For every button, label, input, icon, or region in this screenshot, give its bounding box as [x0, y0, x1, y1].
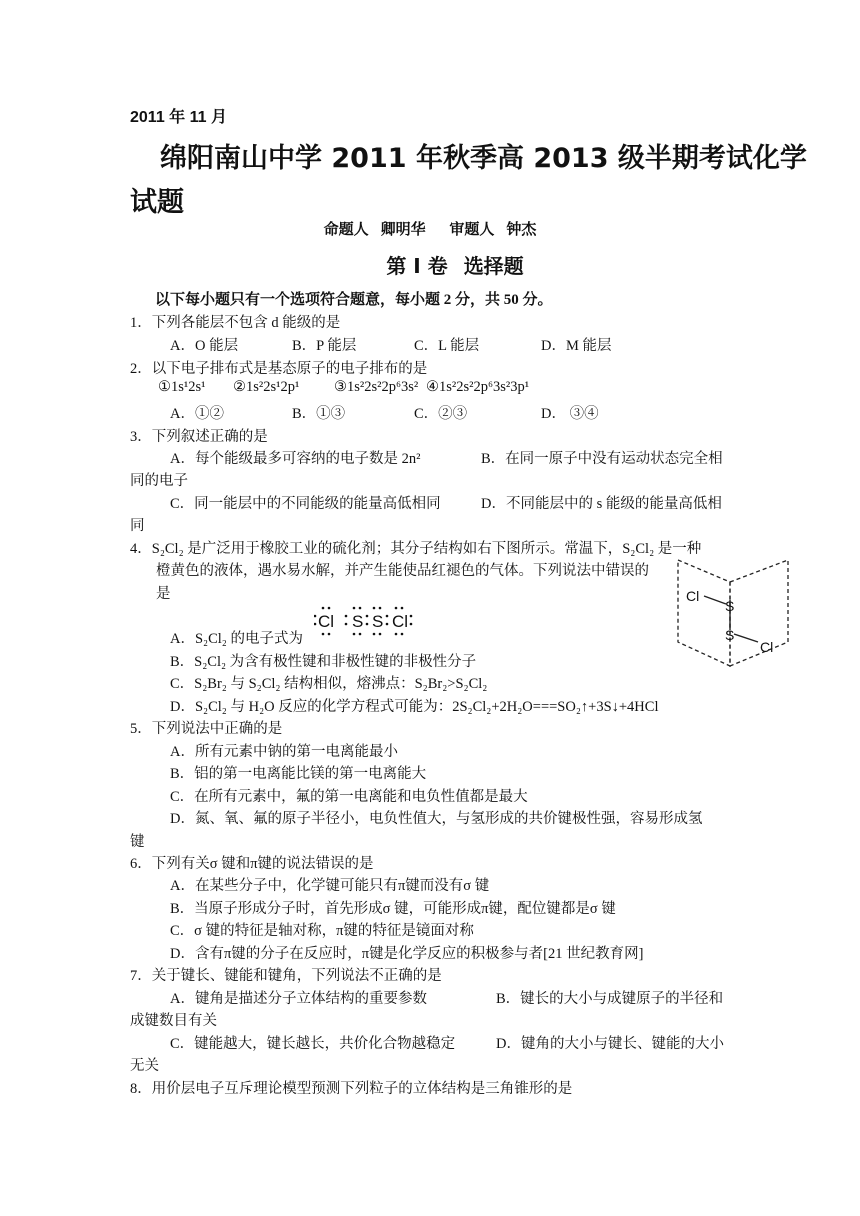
q1-option-a: A．O 能层 [170, 338, 239, 354]
q4-option-b: B．S₂Cl₂ 为含有极性键和非极性键的非极性分子 [170, 654, 477, 670]
q2-config-1: ①1s¹2s¹ [158, 379, 206, 395]
section-name: 选择题 [463, 254, 524, 278]
q7-option-d: D．键角的大小与键长、键能的大小 [496, 1036, 724, 1052]
q5-option-d: D．氮、氧、氟的原子半径小，电负性值大，与氢形成的共价键极性强，容易形成氢 [170, 811, 703, 827]
q7-option-b: B．键长的大小与成键原子的半径和 [496, 991, 724, 1007]
q1-option-b: B．P 能层 [292, 338, 357, 354]
q3-option-d-cont: 同 [130, 518, 145, 534]
question-4-stem-end: 是 [156, 586, 171, 602]
question-4-stem: 4．S₂Cl₂ 是广泛用于橡胶工业的硫化剂；其分子结构如右下图所示。常温下，S₂Cl₂ 是一种 [130, 541, 702, 557]
q2-config-3: ③1s²2s²2p⁶3s² [334, 379, 419, 395]
q6-option-c: C．σ 键的特征是轴对称，π键的特征是镜面对称 [170, 923, 474, 939]
q5-option-c: C．在所有元素中，氟的第一电离能和电负性值都是最大 [170, 789, 528, 805]
question-7-stem: 7．关于键长、键能和键角，下列说法不正确的是 [130, 968, 442, 984]
q6-option-d: D．含有π键的分子在反应时，π键是化学反应的积极参与者[21 世纪教育网] [170, 946, 644, 962]
question-1-stem: 1．下列各能层不包含 d 能级的是 [130, 315, 341, 331]
q2-option-d: D． ③④ [541, 406, 599, 422]
q3-option-b: B．在同一原子中没有运动状态完全相 [481, 451, 723, 467]
fig-atom-s-1: S [725, 598, 735, 614]
section-heading [0, 250, 860, 279]
s2cl2-structure-figure [674, 556, 792, 668]
reviewer-label: 审题人 [449, 222, 495, 238]
exam-title-line2: 试题 [130, 187, 184, 218]
question-6-stem: 6．下列有关σ 键和π键的说法错误的是 [130, 856, 374, 872]
q6-option-a: A．在某些分子中，化学键可能只有π键而没有σ 键 [170, 878, 490, 894]
question-2-stem: 2．以下电子排布式是基态原子的电子排布的是 [130, 361, 428, 377]
reviewer-name: 钟杰 [506, 222, 537, 238]
section-number: 第 I 卷 [386, 254, 448, 278]
q2-config-4: ④1s²2s²2p⁶3s²3p¹ [426, 379, 530, 395]
q5-option-d-cont: 键 [130, 834, 145, 850]
q5-option-a: A．所有元素中钠的第一电离能最小 [170, 744, 398, 760]
q3-option-d: D．不同能层中的 s 能级的能量高低相 [481, 496, 722, 512]
ed-atom-cl-1: Cl [318, 612, 335, 631]
author-line [0, 218, 860, 239]
ed-atom-cl-2: Cl [392, 612, 409, 631]
ed-atom-s-2: S [372, 612, 384, 631]
question-3-stem: 3．下列叙述正确的是 [130, 429, 268, 445]
fig-atom-cl-1: Cl [686, 588, 700, 604]
question-5-stem: 5．下列说法中正确的是 [130, 721, 283, 737]
fig-atom-cl-2: Cl [760, 639, 774, 655]
q2-option-c: C．②③ [414, 406, 468, 422]
q6-option-b: B．当原子形成分子时，首先形成σ 键，可能形成π键，配位键都是σ 键 [170, 901, 616, 917]
ed-atom-s-1: S [352, 612, 364, 631]
q4-option-a: A．S₂Cl₂ 的电子式为 [170, 631, 303, 647]
q7-option-d-cont: 无关 [130, 1058, 159, 1074]
q3-option-b-cont: 同的电子 [130, 473, 188, 489]
author-label: 命题人 [323, 222, 369, 238]
q1-option-c: C．L 能层 [414, 338, 480, 354]
q5-option-b: B．铝的第一电离能比镁的第一电离能大 [170, 766, 427, 782]
instructions: 以下每小题只有一个选项符合题意，每小题 2 分，共 50 分。 [155, 292, 553, 308]
exam-date: 2011 年 11 月 [130, 109, 227, 126]
fig-atom-s-2: S [725, 627, 735, 643]
q2-option-a: A．①② [170, 406, 224, 422]
q2-config-2: ②1s²2s¹2p¹ [233, 379, 300, 395]
q7-option-a: A．键角是描述分子立体结构的重要参数 [170, 991, 427, 1007]
exam-title-line1: 绵阳南山中学 2011 年秋季高 2013 级半期考试化学 [160, 143, 807, 174]
q3-option-c: C．同一能层中的不同能级的能量高低相同 [170, 496, 441, 512]
q7-option-c: C．键能越大，键长越长，共价化合物越稳定 [170, 1036, 456, 1052]
q2-option-b: B．①③ [292, 406, 346, 422]
question-8-stem: 8．用价层电子互斥理论模型预测下列粒子的立体结构是三角锥形的是 [130, 1081, 573, 1097]
question-4-stem-cont: 橙黄色的液体，遇水易水解，并产生能使品红褪色的气体。下列说法中错误的 [156, 563, 649, 579]
q4-option-d: D．S₂Cl₂ 与 H₂O 反应的化学方程式可能为：2S₂Cl₂+2H₂O===SO₂↑+3S↓+4HCl [170, 699, 659, 715]
q4-option-c: C．S₂Br₂ 与 S₂Cl₂ 结构相似，熔沸点：S₂Br₂>S₂Cl₂ [170, 676, 488, 692]
author-name: 卿明华 [380, 222, 426, 238]
q3-option-a: A．每个能级最多可容纳的电子数是 2n² [170, 451, 421, 467]
electron-dot-formula [314, 603, 414, 637]
q7-option-b-cont: 成键数目有关 [130, 1013, 217, 1029]
q1-option-d: D．M 能层 [541, 338, 612, 354]
